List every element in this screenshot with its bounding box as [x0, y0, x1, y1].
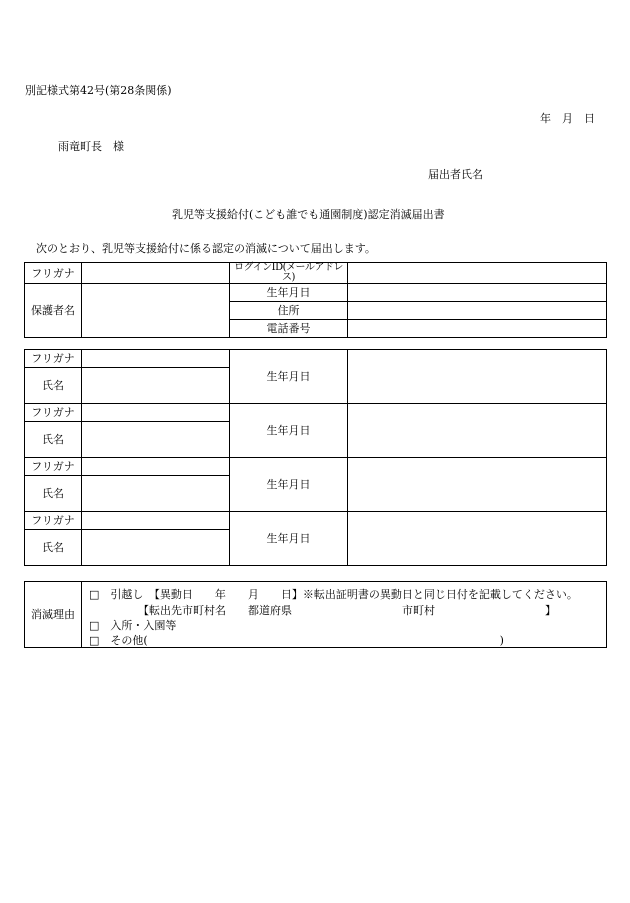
child-birthdate-label: 生年月日 — [230, 350, 348, 404]
child-birthdate-field[interactable] — [348, 458, 607, 512]
applicant-label: 届出者氏名 — [428, 168, 483, 181]
child-birthdate-field[interactable] — [348, 512, 607, 566]
login-id-field[interactable] — [348, 263, 607, 284]
date-line: 年 月 日 — [540, 112, 595, 125]
guardian-furigana-field[interactable] — [82, 263, 230, 284]
intro-text: 次のとおり、乳児等支援給付に係る認定の消滅について届出します。 — [36, 242, 376, 255]
child-birthdate-label: 生年月日 — [230, 404, 348, 458]
child-name-field[interactable] — [82, 530, 230, 566]
child-birthdate-field[interactable] — [348, 404, 607, 458]
guardian-name-field[interactable] — [82, 284, 230, 338]
reason-destination-line[interactable]: 【転出先市町村名 都道府県 市町村 】 — [138, 604, 556, 617]
child-furigana-label: フリガナ — [25, 458, 82, 476]
guardian-name-label: 保護者名 — [25, 284, 82, 338]
child-furigana-field[interactable] — [82, 512, 230, 530]
guardian-birthdate-field[interactable] — [348, 284, 607, 302]
child-name-label: 氏名 — [25, 530, 82, 566]
child-furigana-field[interactable] — [82, 404, 230, 422]
child-table — [24, 349, 607, 566]
child-furigana-label: フリガナ — [25, 404, 82, 422]
child-name-field[interactable] — [82, 422, 230, 458]
form-number: 別記様式第42号(第28条関係) — [25, 84, 172, 97]
child-furigana-label: フリガナ — [25, 350, 82, 368]
child-birthdate-field[interactable] — [348, 350, 607, 404]
address-label: 住所 — [230, 302, 348, 320]
child-furigana-label: フリガナ — [25, 512, 82, 530]
child-birthdate-label: 生年月日 — [230, 512, 348, 566]
reason-label: 消滅理由 — [25, 582, 82, 648]
phone-label: 電話番号 — [230, 320, 348, 338]
guardian-birthdate-label: 生年月日 — [230, 284, 348, 302]
child-furigana-field[interactable] — [82, 350, 230, 368]
child-birthdate-label: 生年月日 — [230, 458, 348, 512]
child-name-field[interactable] — [82, 476, 230, 512]
phone-field[interactable] — [348, 320, 607, 338]
addressee: 雨竜町長 様 — [58, 140, 124, 153]
guardian-furigana-label: フリガナ — [25, 263, 82, 284]
child-name-field[interactable] — [82, 368, 230, 404]
reason-admission-option[interactable]: □ 入所・入園等 — [89, 619, 177, 632]
child-name-label: 氏名 — [25, 476, 82, 512]
reason-moving-option[interactable]: □ 引越し 【異動日 年 月 日】※転出証明書の異動日と同じ日付を記載してください。 — [89, 588, 578, 601]
child-name-label: 氏名 — [25, 422, 82, 458]
document-title: 乳児等支援給付(こども誰でも通園制度)認定消滅届出書 — [172, 208, 445, 221]
guardian-table — [24, 262, 607, 338]
reason-other-option[interactable]: □ その他( ) — [89, 634, 504, 647]
child-furigana-field[interactable] — [82, 458, 230, 476]
login-id-label: ログインID(メールアドレス) — [230, 263, 348, 284]
address-field[interactable] — [348, 302, 607, 320]
child-name-label: 氏名 — [25, 368, 82, 404]
